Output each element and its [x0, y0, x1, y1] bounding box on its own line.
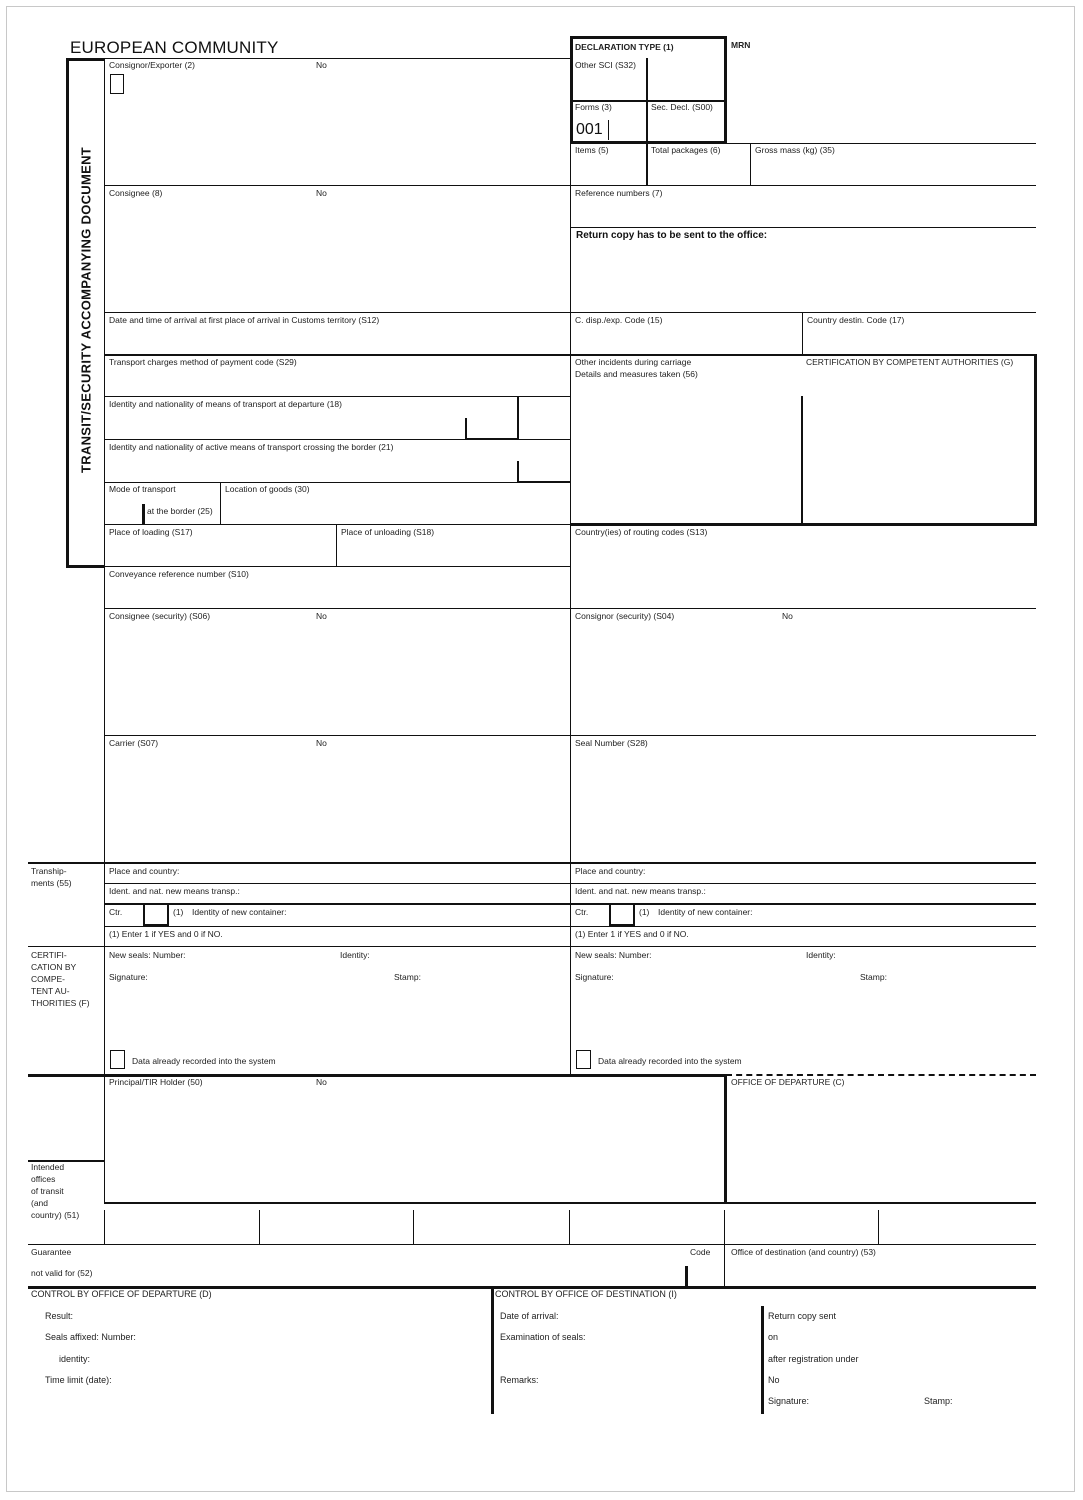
- consignee-security-no-label: No: [316, 611, 327, 621]
- details-measures-label: Details and measures taken (56): [575, 369, 698, 379]
- data-recorded-right: Data already recorded into the system: [598, 1056, 742, 1066]
- certification-g-label: CERTIFICATION BY COMPETENT AUTHORITIES (G): [806, 357, 1014, 367]
- departure-identity-label: identity:: [59, 1354, 91, 1364]
- identity-departure-label: Identity and nationality of means of transport at departure (18): [109, 399, 342, 409]
- transhipments-label-2: ments (55): [31, 878, 72, 888]
- consignor-exporter-label: Consignor/Exporter (2): [109, 60, 195, 70]
- ctr-box-right[interactable]: [609, 904, 635, 926]
- cert-f-line5: THORITIES (F): [31, 998, 90, 1008]
- items-label: Items (5): [575, 145, 609, 155]
- place-loading-label: Place of loading (S17): [109, 527, 193, 537]
- sec-decl-label: Sec. Decl. (S00): [651, 102, 713, 112]
- remarks-label: Remarks:: [500, 1375, 539, 1385]
- intended-line5: country) (51): [31, 1210, 80, 1220]
- consignee-no-label: No: [316, 188, 327, 198]
- principal-holder-label: Principal/TIR Holder (50): [109, 1077, 203, 1087]
- data-recorded-left: Data already recorded into the system: [132, 1056, 276, 1066]
- cert-f-line1: CERTIFI-: [31, 950, 67, 960]
- guarantee-label: Guarantee: [31, 1247, 72, 1257]
- ctr-one-left: (1): [173, 907, 184, 917]
- signature-left: Signature:: [109, 972, 148, 982]
- cert-f-line3: COMPE-: [31, 974, 65, 984]
- ident-nat-left: Ident. and nat. new means transp.:: [109, 886, 240, 896]
- intended-line2: offices: [31, 1174, 56, 1184]
- side-title: TRANSIT/SECURITY ACCOMPANYING DOCUMENT: [78, 146, 94, 474]
- date-arrival-label: Date of arrival:: [500, 1311, 559, 1321]
- country-destin-label: Country destin. Code (17): [807, 315, 905, 325]
- new-seals-right: New seals: Number:: [575, 950, 652, 960]
- ctr-right: Ctr.: [575, 907, 589, 917]
- ident-nat-right: Ident. and nat. new means transp.:: [575, 886, 706, 896]
- consignor-no-label: No: [316, 60, 327, 70]
- ctr-box-left[interactable]: [143, 904, 169, 926]
- place-unloading-label: Place of unloading (S18): [341, 527, 435, 537]
- declaration-type-label: DECLARATION TYPE (1): [575, 42, 674, 52]
- place-country-right: Place and country:: [575, 866, 646, 876]
- conveyance-ref-label: Conveyance reference number (S10): [109, 569, 249, 579]
- seals-affixed-label: Seals affixed: Number:: [45, 1332, 136, 1342]
- enter-note-right: (1) Enter 1 if YES and 0 if NO.: [575, 929, 689, 939]
- result-label: Result:: [45, 1311, 74, 1321]
- office-departure-label: OFFICE OF DEPARTURE (C): [731, 1077, 845, 1087]
- time-limit-label: Time limit (date):: [45, 1375, 112, 1385]
- mode-transport-label: Mode of transport: [109, 484, 176, 494]
- identity-right: Identity:: [806, 950, 836, 960]
- gross-mass-label: Gross mass (kg) (35): [755, 145, 835, 155]
- return-copy-text: Return copy has to be sent to the office:: [576, 230, 768, 241]
- destination-signature-label: Signature:: [768, 1396, 810, 1406]
- exam-seals-label: Examination of seals:: [500, 1332, 586, 1342]
- cert-f-line4: TENT AU-: [31, 986, 70, 996]
- data-recorded-checkbox-left[interactable]: [110, 1050, 125, 1069]
- forms-value: 001: [576, 121, 603, 138]
- intended-line1: Intended: [31, 1162, 65, 1172]
- reference-numbers-label: Reference numbers (7): [575, 188, 663, 198]
- at-border-label: at the border (25): [147, 506, 213, 516]
- seal-number-label: Seal Number (S28): [575, 738, 648, 748]
- arrival-label: Date and time of arrival at first place of arrival in Customs territory (S12): [109, 315, 380, 325]
- carrier-label: Carrier (S07): [109, 738, 159, 748]
- countries-routing-label: Country(ies) of routing codes (S13): [575, 527, 708, 537]
- return-copy-sent-label: Return copy sent: [768, 1311, 837, 1321]
- mrn-label: MRN: [731, 40, 751, 50]
- consignor-security-label: Consignor (security) (S04): [575, 611, 675, 621]
- destination-stamp-label: Stamp:: [924, 1396, 953, 1406]
- stamp-right: Stamp:: [860, 972, 887, 982]
- control-destination-title: CONTROL BY OFFICE OF DESTINATION (I): [495, 1289, 677, 1299]
- data-recorded-checkbox-right[interactable]: [576, 1050, 591, 1069]
- code-label: Code: [690, 1247, 711, 1257]
- ctr-left: Ctr.: [109, 907, 123, 917]
- principal-no-label: No: [316, 1077, 327, 1087]
- identity-left: Identity:: [340, 950, 370, 960]
- ctr-one-right: (1): [639, 907, 650, 917]
- intended-line4: (and: [31, 1198, 49, 1208]
- page-frame: [6, 6, 1075, 1492]
- identity-container-right: Identity of new container:: [658, 907, 753, 917]
- consignor-checkbox[interactable]: [110, 74, 124, 94]
- total-packages-label: Total packages (6): [651, 145, 721, 155]
- signature-right: Signature:: [575, 972, 614, 982]
- location-goods-label: Location of goods (30): [225, 484, 310, 494]
- consignee-label: Consignee (8): [109, 188, 163, 198]
- other-sci-label: Other SCI (S32): [575, 60, 636, 70]
- new-seals-left: New seals: Number:: [109, 950, 186, 960]
- enter-note-left: (1) Enter 1 if YES and 0 if NO.: [109, 929, 223, 939]
- office-destination-label: Office of destination (and country) (53): [731, 1247, 876, 1257]
- carrier-no-label: No: [316, 738, 327, 748]
- control-departure-title: CONTROL BY OFFICE OF DEPARTURE (D): [31, 1289, 212, 1299]
- forms-label: Forms (3): [575, 102, 612, 112]
- intended-line3: of transit: [31, 1186, 64, 1196]
- identity-border-label: Identity and nationality of active means of transport crossing the border (21): [109, 442, 394, 452]
- destination-no-label: No: [768, 1375, 780, 1385]
- c-disp-label: C. disp./exp. Code (15): [575, 315, 663, 325]
- on-label: on: [768, 1332, 779, 1342]
- other-incidents-label: Other incidents during carriage: [575, 357, 692, 367]
- consignee-security-label: Consignee (security) (S06): [109, 611, 211, 621]
- transport-charges-label: Transport charges method of payment code (S29): [109, 357, 297, 367]
- not-valid-label: not valid for (52): [31, 1268, 93, 1278]
- place-country-left: Place and country:: [109, 866, 180, 876]
- cert-f-line2: CATION BY: [31, 962, 77, 972]
- identity-container-left: Identity of new container:: [192, 907, 287, 917]
- after-registration-label: after registration under: [768, 1354, 859, 1364]
- form-title: EUROPEAN COMMUNITY: [70, 38, 279, 57]
- transhipments-label-1: Tranship-: [31, 866, 67, 876]
- consignor-security-no-label: No: [782, 611, 793, 621]
- stamp-left: Stamp:: [394, 972, 421, 982]
